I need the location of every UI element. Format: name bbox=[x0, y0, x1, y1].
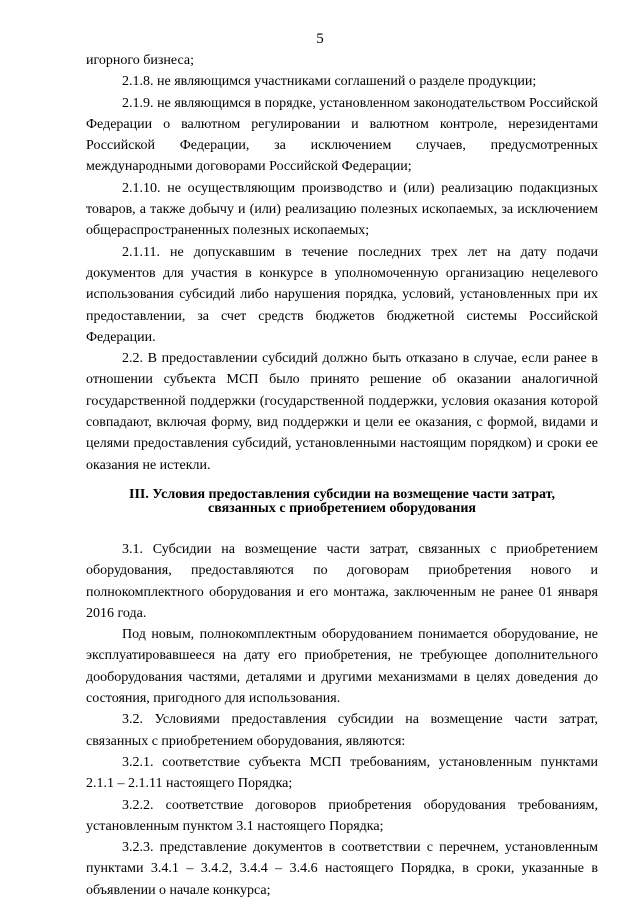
page-number: 5 bbox=[316, 31, 324, 47]
paragraph-3-1: 3.1. Субсидии на возмещение части затрат, связанных с приобретением оборудования, предоставляются по договорам приобретения нового и полнокомплектного оборудования и его монтажа, заключенным не ранее 01 января 2016 года. bbox=[86, 541, 598, 621]
paragraph-2-1-8: 2.1.8. не являющимся участниками соглашений о разделе продукции; bbox=[122, 74, 537, 90]
paragraph-3-2: 3.2. Условиями предоставления субсидии на возмещение части затрат, связанных с приобретением оборудования, являются: bbox=[86, 712, 598, 749]
paragraph-3-2-2: 3.2.2. соответствие договоров приобретения оборудования требованиям, установленным пунктом 3.1 настоящего Порядка; bbox=[86, 797, 598, 834]
paragraph-2-1-9: 2.1.9. не являющимся в порядке, установленном законодательством Российской Федерации о валютном регулировании и валютном контроле, нерезидентами Российской Федерации, за исключением случаев, предусмотренных международными договорами Российской Федерации; bbox=[86, 95, 598, 175]
section-heading-line-1: III. Условия предоставления субсидии на возмещение части затрат, bbox=[129, 486, 555, 502]
section-heading-line-2: связанных с приобретением оборудования bbox=[208, 501, 476, 517]
paragraph-continuation: игорного бизнеса; bbox=[86, 53, 194, 68]
paragraph-2-1-10: 2.1.10. не осуществляющим производство и (или) реализацию подакцизных товаров, а также добычу и (или) реализацию полезных ископаемых, за исключением общераспространенных полезных ископаемых; bbox=[86, 180, 598, 239]
paragraph-2-2: 2.2. В предоставлении субсидий должно быть отказано в случае, если ранее в отношении субъекта МСП было принято решение об оказании аналогичной государственной поддержки (государственной поддержки, условия оказания которой совпадают, включая форму, вид поддержки и цели ее оказания, с формой, видами и целями предоставления субсидий, установленными настоящим порядком) и сроки ее оказания не истекли. bbox=[86, 351, 598, 473]
document-body bbox=[86, 50, 598, 901]
paragraph-2-1-11: 2.1.11. не допускавшим в течение последних трех лет на дату подачи документов для участия в конкурсе в уполномоченную организацию нецелевого использования субсидий либо нарушения порядка, условий, установленных при их предоставлении, за счет средств бюджетов бюджетной системы Российской Федерации. bbox=[86, 244, 598, 345]
paragraph-definition: Под новым, полнокомплектным оборудованием понимается оборудование, не эксплуатировавшееся на дату его приобретения, не требующее дополнительного дооборудования частями, деталями и другими механизмами в целях доведения до состояния, пригодного для использования. bbox=[86, 627, 598, 707]
section-heading bbox=[86, 488, 598, 517]
paragraph-3-2-3: 3.2.3. представление документов в соответствии с перечнем, установленным пунктами 3.4.1 – 3.4.2, 3.4.4 – 3.4.6 настоящего Порядка, в сроки, указанные в объявлении о начале конкурса; bbox=[86, 840, 598, 898]
paragraph-3-2-1: 3.2.1. соответствие субъекта МСП требованиям, установленным пунктами 2.1.1 – 2.1.11 настоящего Порядка; bbox=[86, 754, 598, 792]
